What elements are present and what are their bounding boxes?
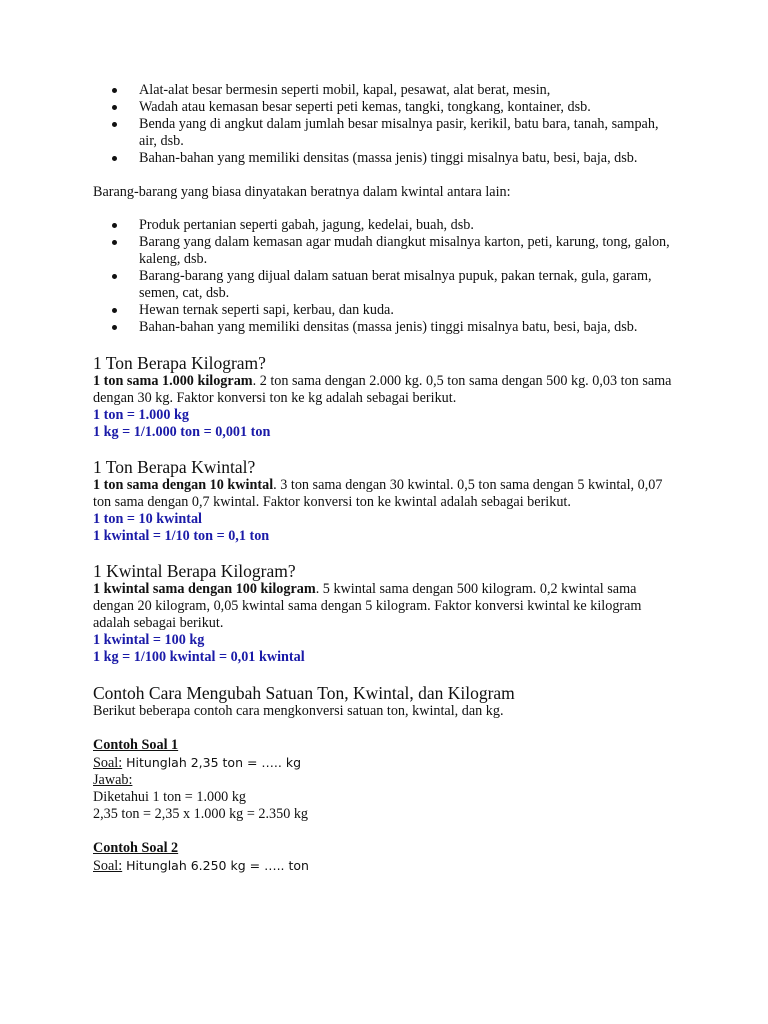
section-title-ton-kwintal: 1 Ton Berapa Kwintal? <box>93 457 256 477</box>
list-item-text: Barang-barang yang dijual dalam satuan berat misalnya pupuk, pakan ternak, gula, garam, semen, cat, dsb. <box>139 268 652 301</box>
section-title-kwintal-kg: 1 Kwintal Berapa Kilogram? <box>93 561 296 581</box>
bullet-icon <box>112 274 117 279</box>
list-item-text: Hewan ternak seperti sapi, kerbau, dan kuda. <box>139 302 394 318</box>
lead-bold: 1 ton sama 1.000 kilogram <box>93 373 253 389</box>
bullet-icon <box>112 240 117 245</box>
section-title-examples: Contoh Cara Mengubah Satuan Ton, Kwintal, dan Kilogram <box>93 683 515 703</box>
list-item-text: Alat-alat besar bermesin seperti mobil, kapal, pesawat, alat berat, mesin, <box>139 82 551 98</box>
answer-line: 2,35 ton = 2,35 x 1.000 kg = 2.350 kg <box>93 806 309 822</box>
soal-text: Hitunglah 2,35 ton = ….. kg <box>122 755 302 770</box>
soal-text: Hitunglah 6.250 kg = ….. ton <box>122 858 309 873</box>
formula-line: 1 ton = 10 kwintal <box>93 511 202 527</box>
list-item <box>139 234 673 268</box>
formula-line: 1 kwintal = 1/10 ton = 0,1 ton <box>93 528 270 544</box>
section-paragraph-kwintal-kg <box>93 581 673 632</box>
heavy-items-list <box>93 82 673 167</box>
example-2-title: Contoh Soal 2 <box>93 840 179 856</box>
list-item <box>139 99 673 116</box>
lead-rest: . 3 ton sama dengan 30 kwintal. 0,5 ton sama dengan 5 kwintal, 0,07 ton sama dengan 0,7 kwintal. Faktor konversi ton ke kwintal adalah sebagai berikut. <box>93 477 663 510</box>
example-1-question <box>93 754 673 772</box>
list-item <box>139 150 673 167</box>
list-item <box>139 268 673 302</box>
kwintal-items-list <box>93 217 673 336</box>
soal-label: Soal: <box>93 858 123 874</box>
list-item <box>139 319 673 336</box>
list-item-text: Barang yang dalam kemasan agar mudah diangkut misalnya karton, peti, karung, tong, galon, kaleng, dsb. <box>139 234 670 267</box>
bullet-icon <box>112 105 117 110</box>
list-item-text: Bahan-bahan yang memiliki densitas (massa jenis) tinggi misalnya batu, besi, baja, dsb. <box>139 319 638 335</box>
lead-rest: . 2 ton sama dengan 2.000 kg. 0,5 ton sama dengan 500 kg. 0,03 ton sama dengan 30 kg. Faktor konversi ton ke kg adalah sebagai berikut. <box>93 373 672 406</box>
lead-rest: . 5 kwintal sama dengan 500 kilogram. 0,2 kwintal sama dengan 20 kilogram, 0,05 kwintal sama dengan 5 kilogram. Faktor konversi kwintal ke kilogram adalah sebagai berikut. <box>93 581 642 631</box>
formula-line: 1 kg = 1/100 kwintal = 0,01 kwintal <box>93 649 305 665</box>
bullet-icon <box>112 223 117 228</box>
section-paragraph-ton-kwintal <box>93 477 673 511</box>
example-2-question <box>93 857 673 875</box>
list-item-text: Bahan-bahan yang memiliki densitas (massa jenis) tinggi misalnya batu, besi, baja, dsb. <box>139 150 638 166</box>
example-1-title: Contoh Soal 1 <box>93 737 179 753</box>
list-item-text: Benda yang di angkut dalam jumlah besar misalnya pasir, kerikil, batu bara, tanah, sampah, air, dsb. <box>139 116 659 149</box>
lead-bold: 1 kwintal sama dengan 100 kilogram <box>93 581 316 597</box>
list-item-text: Wadah atau kemasan besar seperti peti kemas, tangki, tongkang, kontainer, dsb. <box>139 99 591 115</box>
list-item <box>139 116 673 150</box>
list-item <box>139 217 673 234</box>
bullet-icon <box>112 88 117 93</box>
formula-line: 1 ton = 1.000 kg <box>93 407 189 423</box>
lead-bold: 1 ton sama dengan 10 kwintal <box>93 477 274 493</box>
bullet-icon <box>112 156 117 161</box>
section-title-ton-kg: 1 Ton Berapa Kilogram? <box>93 353 266 373</box>
bullet-icon <box>112 325 117 330</box>
answer-line: Diketahui 1 ton = 1.000 kg <box>93 789 247 805</box>
list-item-text: Produk pertanian seperti gabah, jagung, kedelai, buah, dsb. <box>139 217 474 233</box>
soal-label: Soal: <box>93 755 123 771</box>
formula-line: 1 kg = 1/1.000 ton = 0,001 ton <box>93 424 271 440</box>
bullet-icon <box>112 308 117 313</box>
bullet-icon <box>112 122 117 127</box>
jawab-label: Jawab: <box>93 772 133 788</box>
list-item <box>139 82 673 99</box>
formula-line: 1 kwintal = 100 kg <box>93 632 205 648</box>
list-item <box>139 302 673 319</box>
section-paragraph-ton-kg <box>93 373 673 407</box>
article-body <box>93 82 673 875</box>
kwintal-intro-paragraph: Barang-barang yang biasa dinyatakan beratnya dalam kwintal antara lain: <box>93 184 511 200</box>
examples-intro: Berikut beberapa contoh cara mengkonversi satuan ton, kwintal, dan kg. <box>93 703 504 719</box>
